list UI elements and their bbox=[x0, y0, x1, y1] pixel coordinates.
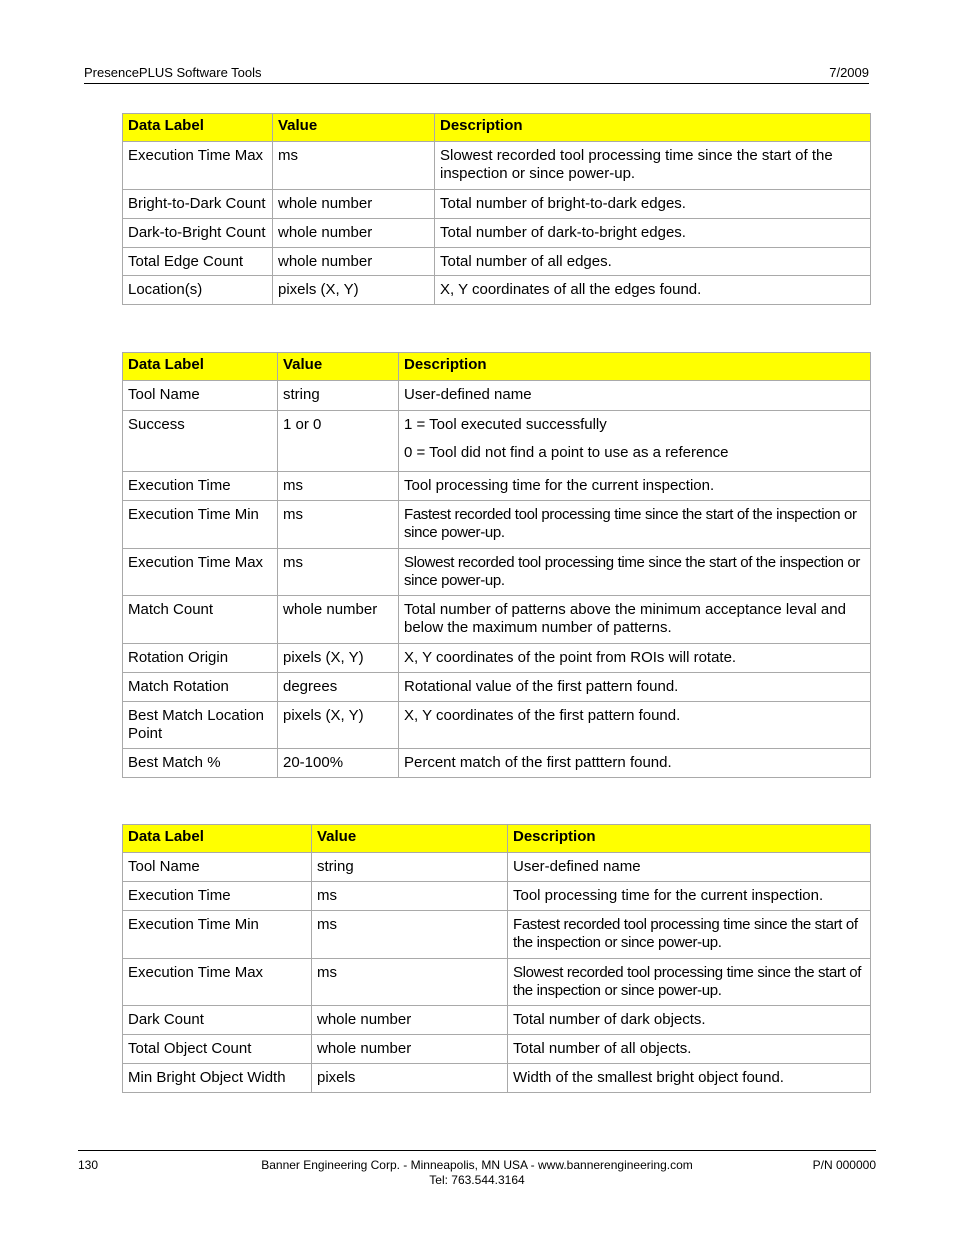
data-table-pattern bbox=[122, 352, 871, 778]
cell-value: ms bbox=[273, 142, 435, 190]
table-row bbox=[123, 219, 871, 248]
cell-value: pixels (X, Y) bbox=[278, 702, 399, 749]
column-header: Data Label bbox=[123, 825, 312, 853]
cell-value: string bbox=[278, 381, 399, 411]
table-row bbox=[123, 248, 871, 276]
cell-label: Rotation Origin bbox=[123, 644, 278, 673]
cell-label: Best Match % bbox=[123, 749, 278, 778]
table-header-row bbox=[123, 825, 871, 853]
cell-label: Success bbox=[123, 411, 278, 472]
column-header: Data Label bbox=[123, 114, 273, 142]
column-header: Value bbox=[273, 114, 435, 142]
cell-label: Execution Time Min bbox=[123, 501, 278, 549]
cell-description: Tool processing time for the current inspection. bbox=[399, 472, 871, 501]
page-number: 130 bbox=[78, 1158, 99, 1172]
table-row bbox=[123, 549, 871, 596]
cell-label: Execution Time Max bbox=[123, 142, 273, 190]
cell-description: Total number of all objects. bbox=[508, 1035, 871, 1064]
cell-value: whole number bbox=[312, 1035, 508, 1064]
cell-label: Bright-to-Dark Count bbox=[123, 190, 273, 219]
cell-description: Fastest recorded tool processing time since the start of the inspection or since power-up. bbox=[508, 911, 871, 959]
cell-label: Tool Name bbox=[123, 381, 278, 411]
table-row bbox=[123, 381, 871, 411]
cell-description: Total number of all edges. bbox=[435, 248, 871, 276]
table-row bbox=[123, 702, 871, 749]
document-title: PresencePLUS Software Tools bbox=[84, 65, 262, 80]
cell-value: 20-100% bbox=[278, 749, 399, 778]
cell-label: Total Object Count bbox=[123, 1035, 312, 1064]
cell-label: Location(s) bbox=[123, 276, 273, 305]
cell-value: whole number bbox=[273, 219, 435, 248]
footer-company-info bbox=[0, 1158, 954, 1188]
cell-label: Dark-to-Bright Count bbox=[123, 219, 273, 248]
cell-description: Total number of bright-to-dark edges. bbox=[435, 190, 871, 219]
table-row bbox=[123, 501, 871, 549]
cell-label: Execution Time Min bbox=[123, 911, 312, 959]
cell-label: Min Bright Object Width bbox=[123, 1064, 312, 1093]
table-row bbox=[123, 673, 871, 702]
cell-description: Slowest recorded tool processing time since the start of the inspection or since power-up. bbox=[399, 549, 871, 596]
description-line: 1 = Tool executed successfully bbox=[404, 416, 607, 433]
cell-label: Execution Time bbox=[123, 882, 312, 911]
table-row bbox=[123, 882, 871, 911]
cell-label: Match Rotation bbox=[123, 673, 278, 702]
cell-description: X, Y coordinates of the first pattern found. bbox=[399, 702, 871, 749]
cell-description: Total number of patterns above the minimum acceptance leval and below the maximum number of patterns. bbox=[399, 596, 871, 644]
cell-label: Execution Time bbox=[123, 472, 278, 501]
table-row bbox=[123, 911, 871, 959]
cell-description: Total number of dark-to-bright edges. bbox=[435, 219, 871, 248]
cell-description: Width of the smallest bright object found. bbox=[508, 1064, 871, 1093]
table-row bbox=[123, 1035, 871, 1064]
table-row bbox=[123, 1064, 871, 1093]
data-table-edge bbox=[122, 113, 871, 305]
table-row bbox=[123, 1006, 871, 1035]
cell-value: ms bbox=[278, 549, 399, 596]
cell-description: Percent match of the first patttern found. bbox=[399, 749, 871, 778]
table-row bbox=[123, 472, 871, 501]
cell-value: ms bbox=[278, 501, 399, 549]
table-header-row bbox=[123, 114, 871, 142]
cell-value: pixels (X, Y) bbox=[273, 276, 435, 305]
footer-divider bbox=[78, 1150, 876, 1151]
cell-value: pixels (X, Y) bbox=[278, 644, 399, 673]
column-header: Data Label bbox=[123, 353, 278, 381]
cell-description: User-defined name bbox=[399, 381, 871, 411]
cell-label: Best Match Location Point bbox=[123, 702, 278, 749]
cell-description: Fastest recorded tool processing time since the start of the inspection or since power-up. bbox=[399, 501, 871, 549]
table-row bbox=[123, 644, 871, 673]
cell-label: Execution Time Max bbox=[123, 959, 312, 1006]
table-row bbox=[123, 959, 871, 1006]
cell-label: Total Edge Count bbox=[123, 248, 273, 276]
footer-company: Banner Engineering Corp. - Minneapolis, MN USA - www.bannerengineering.com bbox=[261, 1158, 693, 1172]
description-line: 0 = Tool did not find a point to use as a reference bbox=[404, 444, 729, 461]
table-row bbox=[123, 596, 871, 644]
column-header: Description bbox=[435, 114, 871, 142]
table-row bbox=[123, 190, 871, 219]
column-header: Value bbox=[278, 353, 399, 381]
table-row bbox=[123, 142, 871, 190]
document-date: 7/2009 bbox=[829, 65, 869, 80]
cell-label: Match Count bbox=[123, 596, 278, 644]
table-row bbox=[123, 749, 871, 778]
cell-value: ms bbox=[312, 911, 508, 959]
cell-value: degrees bbox=[278, 673, 399, 702]
cell-description: Slowest recorded tool processing time since the start of the inspection or since power-up. bbox=[508, 959, 871, 1006]
cell-value: whole number bbox=[278, 596, 399, 644]
cell-description: Tool processing time for the current inspection. bbox=[508, 882, 871, 911]
cell-description: Total number of dark objects. bbox=[508, 1006, 871, 1035]
column-header: Description bbox=[508, 825, 871, 853]
cell-description: Slowest recorded tool processing time since the start of the inspection or since power-up. bbox=[435, 142, 871, 190]
cell-description: User-defined name bbox=[508, 853, 871, 882]
table-header-row bbox=[123, 353, 871, 381]
cell-description: X, Y coordinates of the point from ROIs will rotate. bbox=[399, 644, 871, 673]
cell-description: Rotational value of the first pattern found. bbox=[399, 673, 871, 702]
cell-label: Tool Name bbox=[123, 853, 312, 882]
page-header bbox=[84, 64, 869, 84]
cell-label: Dark Count bbox=[123, 1006, 312, 1035]
column-header: Value bbox=[312, 825, 508, 853]
cell-value: ms bbox=[278, 472, 399, 501]
cell-label: Execution Time Max bbox=[123, 549, 278, 596]
cell-value: whole number bbox=[273, 190, 435, 219]
data-table-object bbox=[122, 824, 871, 1093]
cell-value: whole number bbox=[273, 248, 435, 276]
table-row bbox=[123, 853, 871, 882]
part-number: P/N 000000 bbox=[812, 1158, 876, 1172]
cell-value: 1 or 0 bbox=[278, 411, 399, 472]
footer-phone: Tel: 763.544.3164 bbox=[429, 1173, 525, 1187]
column-header: Description bbox=[399, 353, 871, 381]
table-row bbox=[123, 276, 871, 305]
cell-value: whole number bbox=[312, 1006, 508, 1035]
table-row bbox=[123, 411, 871, 472]
cell-value: ms bbox=[312, 959, 508, 1006]
cell-description bbox=[399, 411, 871, 472]
cell-value: pixels bbox=[312, 1064, 508, 1093]
cell-value: string bbox=[312, 853, 508, 882]
cell-description: X, Y coordinates of all the edges found. bbox=[435, 276, 871, 305]
cell-value: ms bbox=[312, 882, 508, 911]
